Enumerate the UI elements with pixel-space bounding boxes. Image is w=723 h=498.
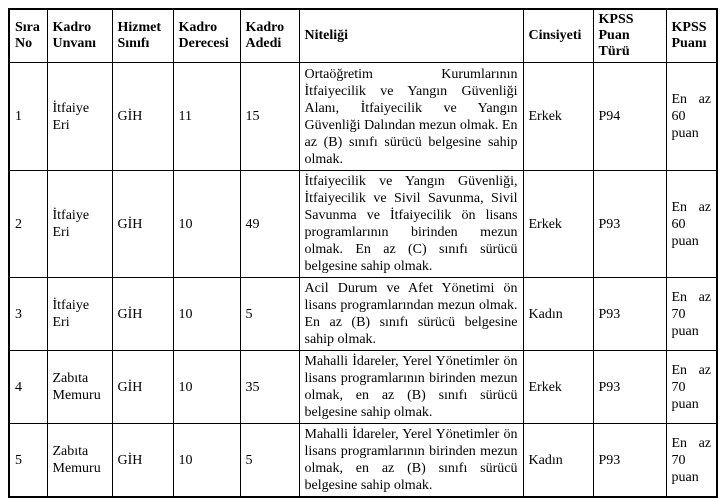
cell-kadro-adedi: 35 [240,351,299,424]
cell-kpss-puani: En az 60 puan [666,171,717,278]
cell-niteligi: Ortaöğretim Kurumlarının İtfaiyecilik ve Yangın Güvenliği Alanı, İtfaiyecilik ve Yangın Güvenliği Dalından mezun olmak. En az (B) sınıfı sürücü belgesine sahip olmak. [299,63,523,171]
cell-cinsiyeti: Kadın [523,424,593,498]
cell-kpss-puan-turu: P94 [593,63,666,171]
table-row-4 [9,351,717,424]
cell-hizmet-sinifi: GİH [112,424,173,498]
cell-kadro-adedi: 49 [240,171,299,278]
cell-kadro-derecesi: 10 [173,171,240,278]
col-header-kadro-adedi: Kadro Adedi [240,9,299,63]
cell-kadro-unvani: İtfaiye Eri [47,278,112,351]
cell-kadro-adedi: 5 [240,424,299,498]
table-row-1 [9,63,717,171]
cell-kadro-unvani: İtfaiye Eri [47,63,112,171]
cell-niteligi: Mahalli İdareler, Yerel Yönetimler ön lisans programlarının birinden mezun olmak, en az (B) sınıfı sürücü belgesine sahip olmak. [299,424,523,498]
header-row [9,9,717,63]
cell-kadro-unvani: Zabıta Memuru [47,351,112,424]
col-header-kpss-puani: KPSS Puanı [666,9,717,63]
cell-cinsiyeti: Erkek [523,63,593,171]
cell-kpss-puan-turu: P93 [593,278,666,351]
cell-cinsiyeti: Kadın [523,278,593,351]
cell-sira-no: 5 [9,424,47,498]
cell-cinsiyeti: Erkek [523,351,593,424]
col-header-sira-no: Sıra No [9,9,47,63]
cell-hizmet-sinifi: GİH [112,278,173,351]
table-row-3 [9,278,717,351]
col-header-kadro-unvani: Kadro Unvanı [47,9,112,63]
cell-kpss-puan-turu: P93 [593,171,666,278]
col-header-niteligi: Niteliği [299,9,523,63]
job-positions-table [8,8,718,498]
cell-kadro-adedi: 15 [240,63,299,171]
cell-hizmet-sinifi: GİH [112,351,173,424]
cell-kadro-adedi: 5 [240,278,299,351]
cell-sira-no: 3 [9,278,47,351]
table-row-2 [9,171,717,278]
cell-cinsiyeti: Erkek [523,171,593,278]
cell-sira-no: 4 [9,351,47,424]
cell-sira-no: 1 [9,63,47,171]
cell-kpss-puan-turu: P93 [593,351,666,424]
col-header-cinsiyeti: Cinsiyeti [523,9,593,63]
cell-kadro-derecesi: 11 [173,63,240,171]
col-header-kpss-puan-turu: KPSS Puan Türü [593,9,666,63]
cell-kadro-derecesi: 10 [173,424,240,498]
cell-kadro-unvani: Zabıta Memuru [47,424,112,498]
cell-kadro-derecesi: 10 [173,278,240,351]
cell-niteligi: İtfaiyecilik ve Yangın Güvenliği, İtfaiyecilik ve Sivil Savunma, Sivil Savunma ve İtfaiyecilik ön lisans programlarının birinden mezun olmak. En az (C) sınıfı sürücü belgesine sahip olmak. [299,171,523,278]
cell-kpss-puan-turu: P93 [593,424,666,498]
table-row-5 [9,424,717,498]
cell-hizmet-sinifi: GİH [112,171,173,278]
cell-niteligi: Acil Durum ve Afet Yönetimi ön lisans programlarından mezun olmak. En az (B) sınıfı sürücü belgesine sahip olmak. [299,278,523,351]
cell-kpss-puani: En az 70 puan [666,424,717,498]
cell-kadro-unvani: İtfaiye Eri [47,171,112,278]
cell-hizmet-sinifi: GİH [112,63,173,171]
cell-kpss-puani: En az 60 puan [666,63,717,171]
cell-kpss-puani: En az 70 puan [666,351,717,424]
cell-sira-no: 2 [9,171,47,278]
col-header-kadro-derecesi: Kadro Derecesi [173,9,240,63]
cell-kadro-derecesi: 10 [173,351,240,424]
cell-niteligi: Mahalli İdareler, Yerel Yönetimler ön lisans programlarının birinden mezun olmak, en az (B) sınıfı sürücü belgesine sahip olmak. [299,351,523,424]
cell-kpss-puani: En az 70 puan [666,278,717,351]
col-header-hizmet-sinifi: Hizmet Sınıfı [112,9,173,63]
